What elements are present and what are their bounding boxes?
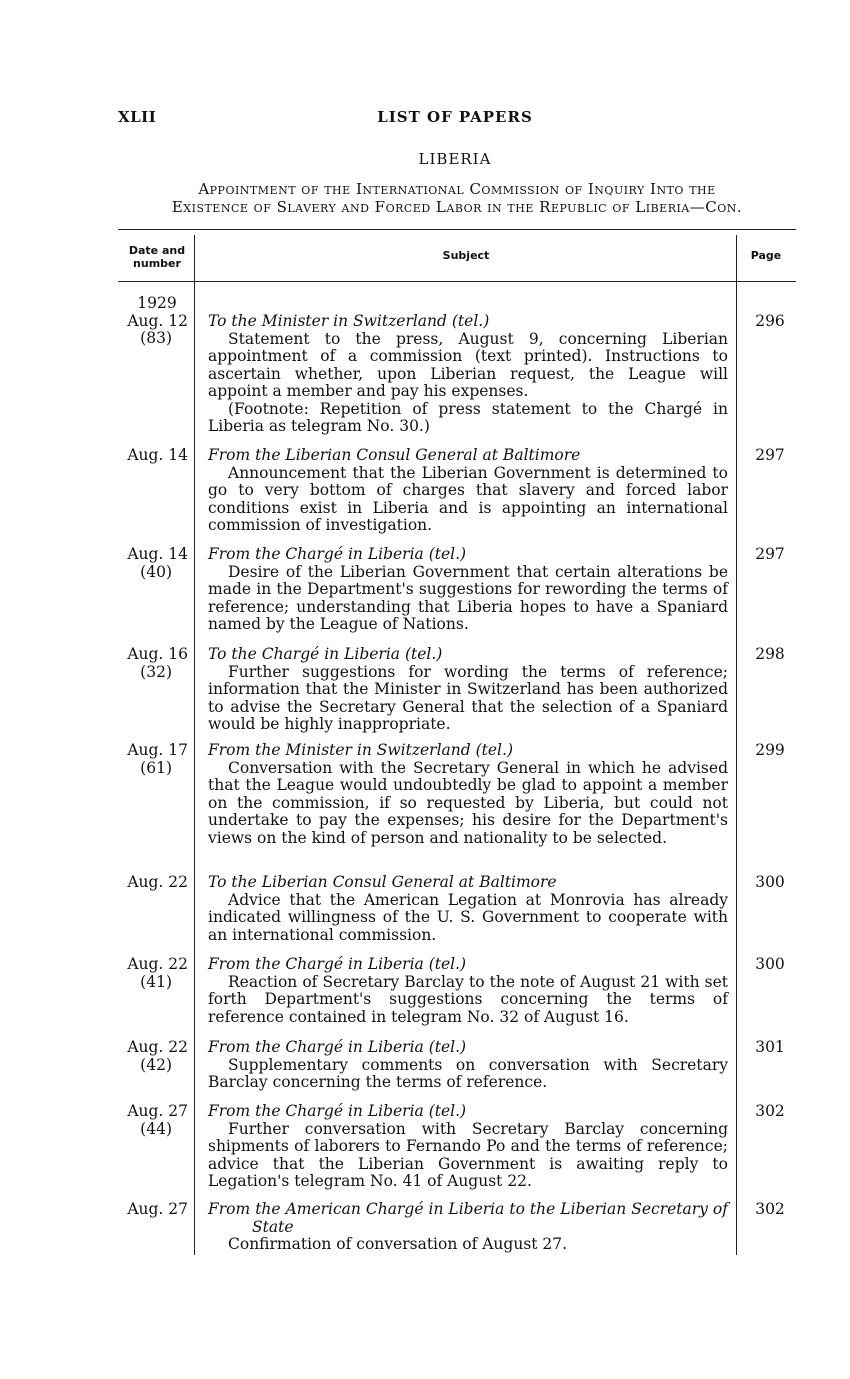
column-header-date-line: Date and [128, 244, 186, 257]
header-rule-top [118, 229, 796, 230]
entry-year: 1929 [137, 294, 177, 312]
column-header-subject: Subject [442, 249, 490, 262]
entry-subject [208, 1103, 728, 1191]
entry-footnote: (Footnote: Repetition of press statement to the Chargé in Liberia as telegram No. 30.) [208, 399, 728, 435]
entry-title: From the American Chargé in Liberia to the Liberian Secretary of State [208, 1200, 728, 1236]
entry-body: Further suggestions for wording the terms of reference; information that the Minister in Switzerland has been authorized to advise the Secretary General that the selection of a Spaniard would be highly inappropriate. [208, 662, 728, 733]
section-subtitle-line: Existence of Slavery and Forced Labor in the Republic of Liberia—Con. [171, 198, 743, 216]
entry-body: Announcement that the Liberian Government is determined to go to very bottom of charges that slavery and forced labor conditions exist in Liberia and is appointing an international commission of investigation. [208, 463, 728, 534]
entry-title: From the Minister in Switzerland (tel.) [208, 741, 513, 759]
entry-subject [208, 1201, 728, 1254]
entry-date-text: Aug. 22 [127, 955, 188, 973]
entry-date [118, 546, 188, 581]
entry-date [118, 295, 188, 348]
entry-date-text: Aug. 14 [127, 545, 188, 563]
column-header-date-line: number [133, 257, 181, 270]
entry-body: Advice that the American Legation at Monrovia has already indicated willingness of the U. S. Government to cooperate with an international commission. [208, 890, 728, 944]
entry-page: 300 [755, 873, 785, 891]
entry-page: 297 [755, 545, 785, 563]
entry-subject [208, 742, 728, 847]
entry-subject [208, 874, 728, 944]
section-subtitle-line: Appointment of the International Commission of Inquiry Into the [198, 180, 716, 198]
entry-page: 299 [755, 741, 785, 759]
entry-body: Further conversation with Secretary Barclay concerning shipments of laborers to Fernando Po and the terms of reference; advice that the Liberian Government is awaiting reply to Legation's telegram No. 41 of August 22. [208, 1119, 728, 1190]
page-number: XLII [118, 108, 157, 126]
entry-number: (42) [140, 1055, 172, 1074]
entry-date-text: Aug. 14 [127, 446, 188, 464]
entry-date-text: Aug. 22 [127, 873, 188, 891]
entry-date-text: Aug. 16 [127, 645, 188, 663]
entry-body: Confirmation of conversation of August 27. [228, 1235, 568, 1253]
entry-number: (44) [140, 1119, 172, 1138]
entry-date-text: Aug. 22 [127, 1038, 188, 1056]
header-rule-bottom [118, 281, 796, 282]
entry-date [118, 874, 188, 892]
entry-title: To the Minister in Switzerland (tel.) [208, 312, 490, 330]
entry-page: 302 [755, 1200, 785, 1218]
entry-page: 297 [755, 446, 785, 464]
entry-title: From the Chargé in Liberia (tel.) [208, 1102, 467, 1120]
entry-page: 298 [755, 645, 785, 663]
entry-subject [208, 313, 728, 436]
running-head: LIST OF PAPERS [377, 108, 533, 126]
entry-date-text: Aug. 12 [127, 311, 188, 330]
entry-date-text: Aug. 27 [127, 1200, 188, 1218]
entry-body: Conversation with the Secretary General in which he advised that the League would undoubtedly be glad to appoint a member on the commission, if so requested by Liberia, but could not undertake to pay the expenses; his desire for the Department's views on the kind of person and nationality to be selected. [208, 758, 728, 847]
entry-number: (40) [140, 562, 172, 581]
entry-body: Reaction of Secretary Barclay to the note of August 21 with set forth Department's suggestions concerning the terms of reference contained in telegram No. 32 of August 16. [208, 972, 728, 1026]
column-divider-right [736, 235, 737, 1255]
entry-title: From the Chargé in Liberia (tel.) [208, 545, 467, 563]
entry-page: 300 [755, 955, 785, 973]
entry-title: To the Liberian Consul General at Baltimore [208, 873, 557, 891]
entry-number: (32) [140, 662, 172, 681]
entry-date [118, 956, 188, 991]
entry-subject [208, 447, 728, 535]
entry-title: From the Chargé in Liberia (tel.) [208, 955, 467, 973]
entry-page: 301 [755, 1038, 785, 1056]
entry-page: 302 [755, 1102, 785, 1120]
entry-body: Statement to the press, August 9, concerning Liberian appointment of a commission (text printed). Instructions to ascertain whether, upon Liberian request, the League will appoint a member and pay his expenses. [208, 329, 728, 400]
entry-subject [208, 1039, 728, 1092]
entry-page: 296 [755, 312, 785, 330]
entry-number: (61) [140, 758, 172, 777]
entry-title: To the Chargé in Liberia (tel.) [208, 645, 443, 663]
section-subtitle [118, 180, 796, 216]
entry-subject [208, 956, 728, 1026]
entry-date [118, 1039, 188, 1074]
entry-title: From the Liberian Consul General at Baltimore [208, 446, 581, 464]
entry-date [118, 742, 188, 777]
entry-date [118, 1201, 188, 1219]
entry-date-text: Aug. 17 [127, 741, 188, 759]
entry-date [118, 447, 188, 465]
entry-body: Supplementary comments on conversation with Secretary Barclay concerning the terms of reference. [208, 1055, 728, 1091]
entry-number: (41) [140, 972, 172, 991]
entry-date-text: Aug. 27 [127, 1102, 188, 1120]
entry-date [118, 1103, 188, 1138]
section-title: LIBERIA [418, 150, 492, 168]
entry-subject [208, 646, 728, 734]
column-divider-left [194, 235, 195, 1255]
entry-date [118, 646, 188, 681]
entry-title: From the Chargé in Liberia (tel.) [208, 1038, 467, 1056]
column-header-page: Page [750, 249, 782, 262]
entry-body: Desire of the Liberian Government that certain alterations be made in the Department's suggestions for rewording the terms of reference; understanding that Liberia hopes to have a Spaniard named by the League of Nations. [208, 562, 728, 633]
column-header-date [118, 244, 196, 270]
entry-number: (83) [140, 329, 172, 347]
entry-subject [208, 546, 728, 634]
